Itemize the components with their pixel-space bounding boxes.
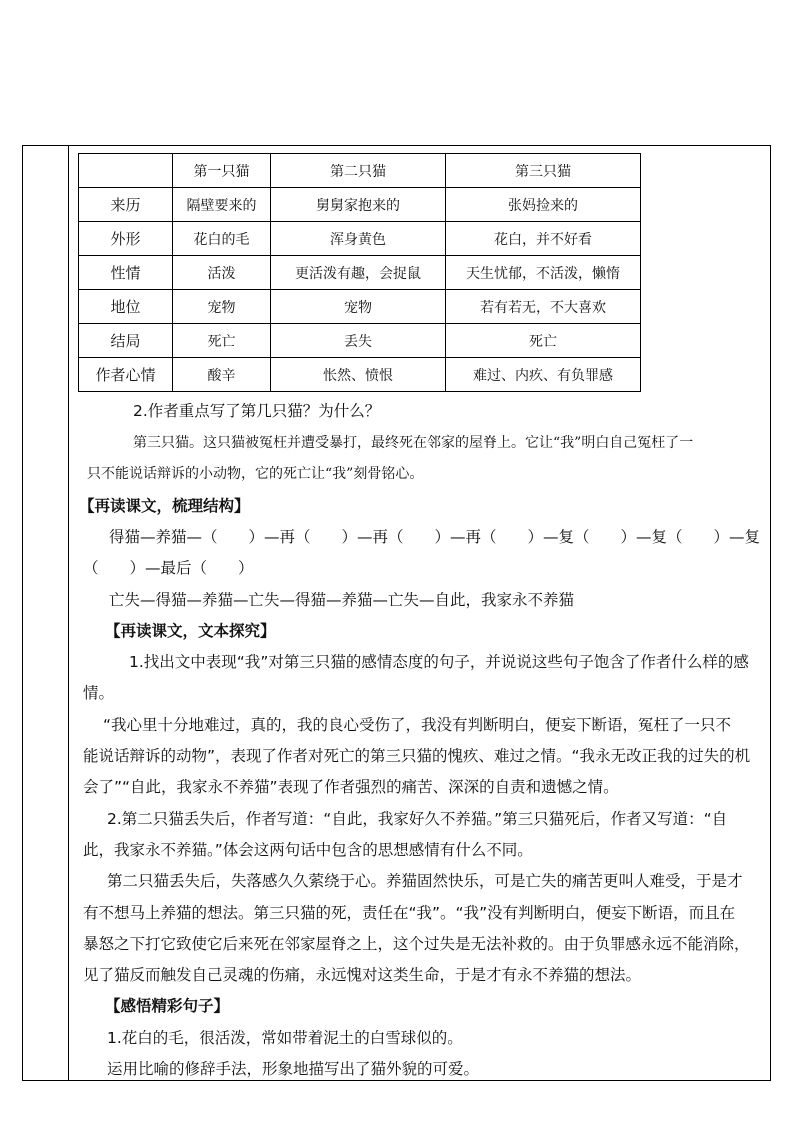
table-header-cell: 第三只猫 (446, 154, 641, 188)
table-cell: 花白的毛 (173, 222, 271, 256)
table-row (79, 324, 641, 358)
table-cell: 酸辛 (173, 358, 271, 392)
inquiry-q2-line-1: 2.第二只猫丢失后，作者写道：“自此，我家好久不养猫。”第三只猫死后，作者又写道：“自 (107, 810, 728, 828)
table-cell: 活泼 (173, 256, 271, 290)
sentence-1: 1.花白的毛，很活泼，常如带着泥土的白雪球似的。 (107, 1029, 463, 1047)
row-label: 外形 (79, 222, 173, 256)
table-cell: 舅舅家抱来的 (271, 188, 446, 222)
inquiry-a1-line-1: “我心里十分地难过，真的，我的良心受伤了，我没有判断明白，便妄下断语，冤枉了一只不 (103, 716, 732, 734)
table-cell: 死亡 (173, 324, 271, 358)
question-2: 2.作者重点写了第几只猫？为什么？ (133, 402, 381, 420)
row-label: 地位 (79, 290, 173, 324)
inquiry-q1-line-2: 情。 (83, 684, 115, 702)
table-cell: 丢失 (271, 324, 446, 358)
table-cell: 若有若无，不大喜欢 (446, 290, 641, 324)
worksheet-frame (22, 145, 771, 1081)
table-row (79, 256, 641, 290)
inquiry-a1-line-3: 会了”“自此，我家永不养猫”表现了作者强烈的痛苦、深深的自责和遗憾之情。 (83, 778, 619, 796)
table-row (79, 222, 641, 256)
table-cell: 隔壁要来的 (173, 188, 271, 222)
inquiry-q2-line-2: 此，我家永不养猫。”体会这两句话中包含的思想感情有什么不同。 (83, 841, 533, 859)
inquiry-a2-line-3: 暴怒之下打它致使它后来死在邻家屋脊之上，这个过失是无法补救的。由于负罪感永远不能消除， (83, 935, 750, 953)
structure-blanks-line-1: 得猫—养猫—（ ）—再（ ）—再（ ）—再（ ）—复（ ）—复（ ）—复 (109, 528, 761, 546)
section-heading-inquiry: 【再读课文，文本探究】 (105, 622, 276, 640)
row-label: 作者心情 (79, 358, 173, 392)
inquiry-a1-line-2: 能说话辩诉的动物”，表现了作者对死亡的第三只猫的愧疚、难过之情。“我永无改正我的过失的机 (83, 747, 751, 765)
inquiry-a2-line-2: 有不想马上养猫的想法。第三只猫的死，责任在“我”。“我”没有判断明白，便妄下断语，而且在 (83, 904, 736, 922)
table-cell: 天生忧郁，不活泼，懒惰 (446, 256, 641, 290)
section-heading-sentences: 【感悟精彩句子】 (105, 997, 230, 1015)
table-header-cell: 第一只猫 (173, 154, 271, 188)
answer-2-line-2: 只不能说话辩诉的小动物，它的死亡让“我”刻骨铭心。 (87, 466, 424, 482)
worksheet-content (69, 146, 770, 1080)
table-cell: 更活泼有趣，会捉鼠 (271, 256, 446, 290)
structure-blanks-line-2: （ ）—最后（ ） (83, 559, 254, 577)
table-header-cell (79, 154, 173, 188)
table-row (79, 358, 641, 392)
table-cell: 死亡 (446, 324, 641, 358)
inquiry-a2-line-4: 见了猫反而触发自己灵魂的伤痛，永远愧对这类生命，于是才有永不养猫的想法。 (83, 966, 642, 984)
table-cell: 浑身黄色 (271, 222, 446, 256)
row-label: 性情 (79, 256, 173, 290)
inquiry-a2-line-1: 第二只猫丢失后，失落感久久萦绕于心。养猫固然快乐，可是亡失的痛苦更叫人难受，于是才 (107, 872, 743, 890)
table-cell: 花白，并不好看 (446, 222, 641, 256)
row-label: 来历 (79, 188, 173, 222)
structure-answer: 亡失—得猫—养猫—亡失—得猫—养猫—亡失—自此，我家永不养猫 (109, 591, 575, 609)
table-header-row (79, 154, 641, 188)
table-row (79, 290, 641, 324)
table-cell: 难过、内疚、有负罪感 (446, 358, 641, 392)
table-cell: 张妈捡来的 (446, 188, 641, 222)
table-cell: 怅然、愤恨 (271, 358, 446, 392)
sentence-1-analysis: 运用比喻的修辞手法，形象地描写出了猫外貌的可爱。 (107, 1060, 480, 1078)
cat-comparison-table (78, 153, 641, 392)
section-heading-structure: 【再读课文，梳理结构】 (79, 497, 250, 515)
answer-2-line-1: 第三只猫。这只猫被冤枉并遭受暴打，最终死在邻家的屋脊上。它让“我”明白自己冤枉了一 (133, 435, 694, 451)
row-label: 结局 (79, 324, 173, 358)
table-header-cell: 第二只猫 (271, 154, 446, 188)
inquiry-q1-line-1: 1.找出文中表现“我”对第三只猫的感情态度的句子，并说说这些句子饱含了作者什么样的感 (129, 653, 749, 671)
table-row (79, 188, 641, 222)
table-cell: 宠物 (271, 290, 446, 324)
table-cell: 宠物 (173, 290, 271, 324)
